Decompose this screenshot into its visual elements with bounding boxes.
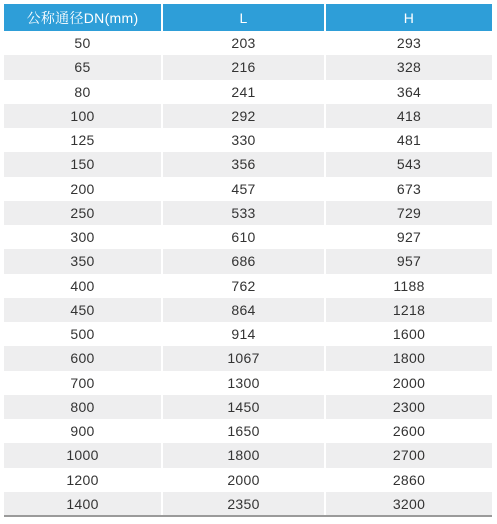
cell-dn: 700 xyxy=(4,371,163,395)
cell-dn: 125 xyxy=(4,128,163,152)
cell-l: 686 xyxy=(163,249,326,273)
table-row xyxy=(4,80,492,104)
cell-l: 2350 xyxy=(163,492,326,516)
cell-dn: 100 xyxy=(4,104,163,128)
table-body xyxy=(4,31,492,516)
header-cell-dn: 公称通径DN(mm) xyxy=(4,4,163,31)
cell-dn: 150 xyxy=(4,152,163,176)
cell-l: 216 xyxy=(163,55,326,79)
cell-l: 1800 xyxy=(163,443,326,467)
cell-h: 1188 xyxy=(393,277,425,294)
table-row xyxy=(4,443,492,467)
cell-l: 610 xyxy=(163,225,326,249)
cell-h: 3200 xyxy=(326,492,492,516)
cell-h: 328 xyxy=(326,55,492,79)
cell-h: 543 xyxy=(326,152,492,176)
cell-h: 2700 xyxy=(326,443,492,467)
table-row xyxy=(4,298,492,322)
cell-dn: 800 xyxy=(4,395,163,419)
cell-dn: 1400 xyxy=(4,492,163,516)
cell-dn: 65 xyxy=(4,55,163,79)
cell-h: 364 xyxy=(396,83,422,100)
cell-h: 293 xyxy=(396,35,422,52)
cell-h: 2000 xyxy=(392,374,426,391)
header-cell-h: H xyxy=(326,4,492,31)
table-row xyxy=(4,55,492,79)
cell-dn: 600 xyxy=(4,346,163,370)
cell-h: 2600 xyxy=(392,423,426,440)
table-row xyxy=(4,225,492,249)
table-row xyxy=(4,128,492,152)
table-row xyxy=(4,152,492,176)
cell-dn: 450 xyxy=(4,298,163,322)
cell-dn: 300 xyxy=(4,225,163,249)
table-row xyxy=(4,274,492,298)
cell-dn: 80 xyxy=(4,80,163,104)
cell-h: 1600 xyxy=(392,326,426,343)
table-row xyxy=(4,201,492,225)
cell-l: 533 xyxy=(163,201,326,225)
table-bottom-rule xyxy=(4,515,492,517)
table-row xyxy=(4,468,492,492)
cell-h: 2860 xyxy=(392,471,426,488)
cell-l: 1300 xyxy=(163,371,326,395)
cell-dn: 900 xyxy=(4,419,163,443)
cell-dn: 350 xyxy=(4,249,163,273)
cell-dn: 1000 xyxy=(4,443,163,467)
cell-h: 418 xyxy=(326,104,492,128)
cell-h: 2300 xyxy=(326,395,492,419)
cell-dn: 50 xyxy=(4,31,163,55)
cell-h: 673 xyxy=(396,180,422,197)
cell-dn: 400 xyxy=(4,274,163,298)
header-cell-l: L xyxy=(163,4,326,31)
cell-dn: 250 xyxy=(4,201,163,225)
cell-l: 457 xyxy=(163,177,326,201)
cell-h: 957 xyxy=(326,249,492,273)
cell-l: 762 xyxy=(163,274,326,298)
cell-dn: 500 xyxy=(4,322,163,346)
cell-l: 2000 xyxy=(163,468,326,492)
cell-l: 241 xyxy=(163,80,326,104)
table-row xyxy=(4,371,492,395)
table-row xyxy=(4,249,492,273)
cell-dn: 1200 xyxy=(4,468,163,492)
cell-l: 864 xyxy=(163,298,326,322)
cell-l: 356 xyxy=(163,152,326,176)
table-row xyxy=(4,322,492,346)
cell-l: 292 xyxy=(163,104,326,128)
cell-l: 1067 xyxy=(163,346,326,370)
dimension-table xyxy=(4,4,492,516)
table-header-row xyxy=(4,4,492,31)
table-row xyxy=(4,177,492,201)
cell-h: 1800 xyxy=(326,346,492,370)
cell-h: 1218 xyxy=(326,298,492,322)
cell-l: 1650 xyxy=(163,419,326,443)
cell-l: 914 xyxy=(163,322,326,346)
cell-dn: 200 xyxy=(4,177,163,201)
cell-l: 330 xyxy=(163,128,326,152)
table-row xyxy=(4,346,492,370)
cell-h: 481 xyxy=(396,132,422,149)
table-row xyxy=(4,419,492,443)
cell-l: 203 xyxy=(163,31,326,55)
table-row xyxy=(4,104,492,128)
table-row xyxy=(4,31,492,55)
cell-h: 927 xyxy=(396,229,422,246)
table-row xyxy=(4,395,492,419)
cell-l: 1450 xyxy=(163,395,326,419)
cell-h: 729 xyxy=(326,201,492,225)
table-row xyxy=(4,492,492,516)
